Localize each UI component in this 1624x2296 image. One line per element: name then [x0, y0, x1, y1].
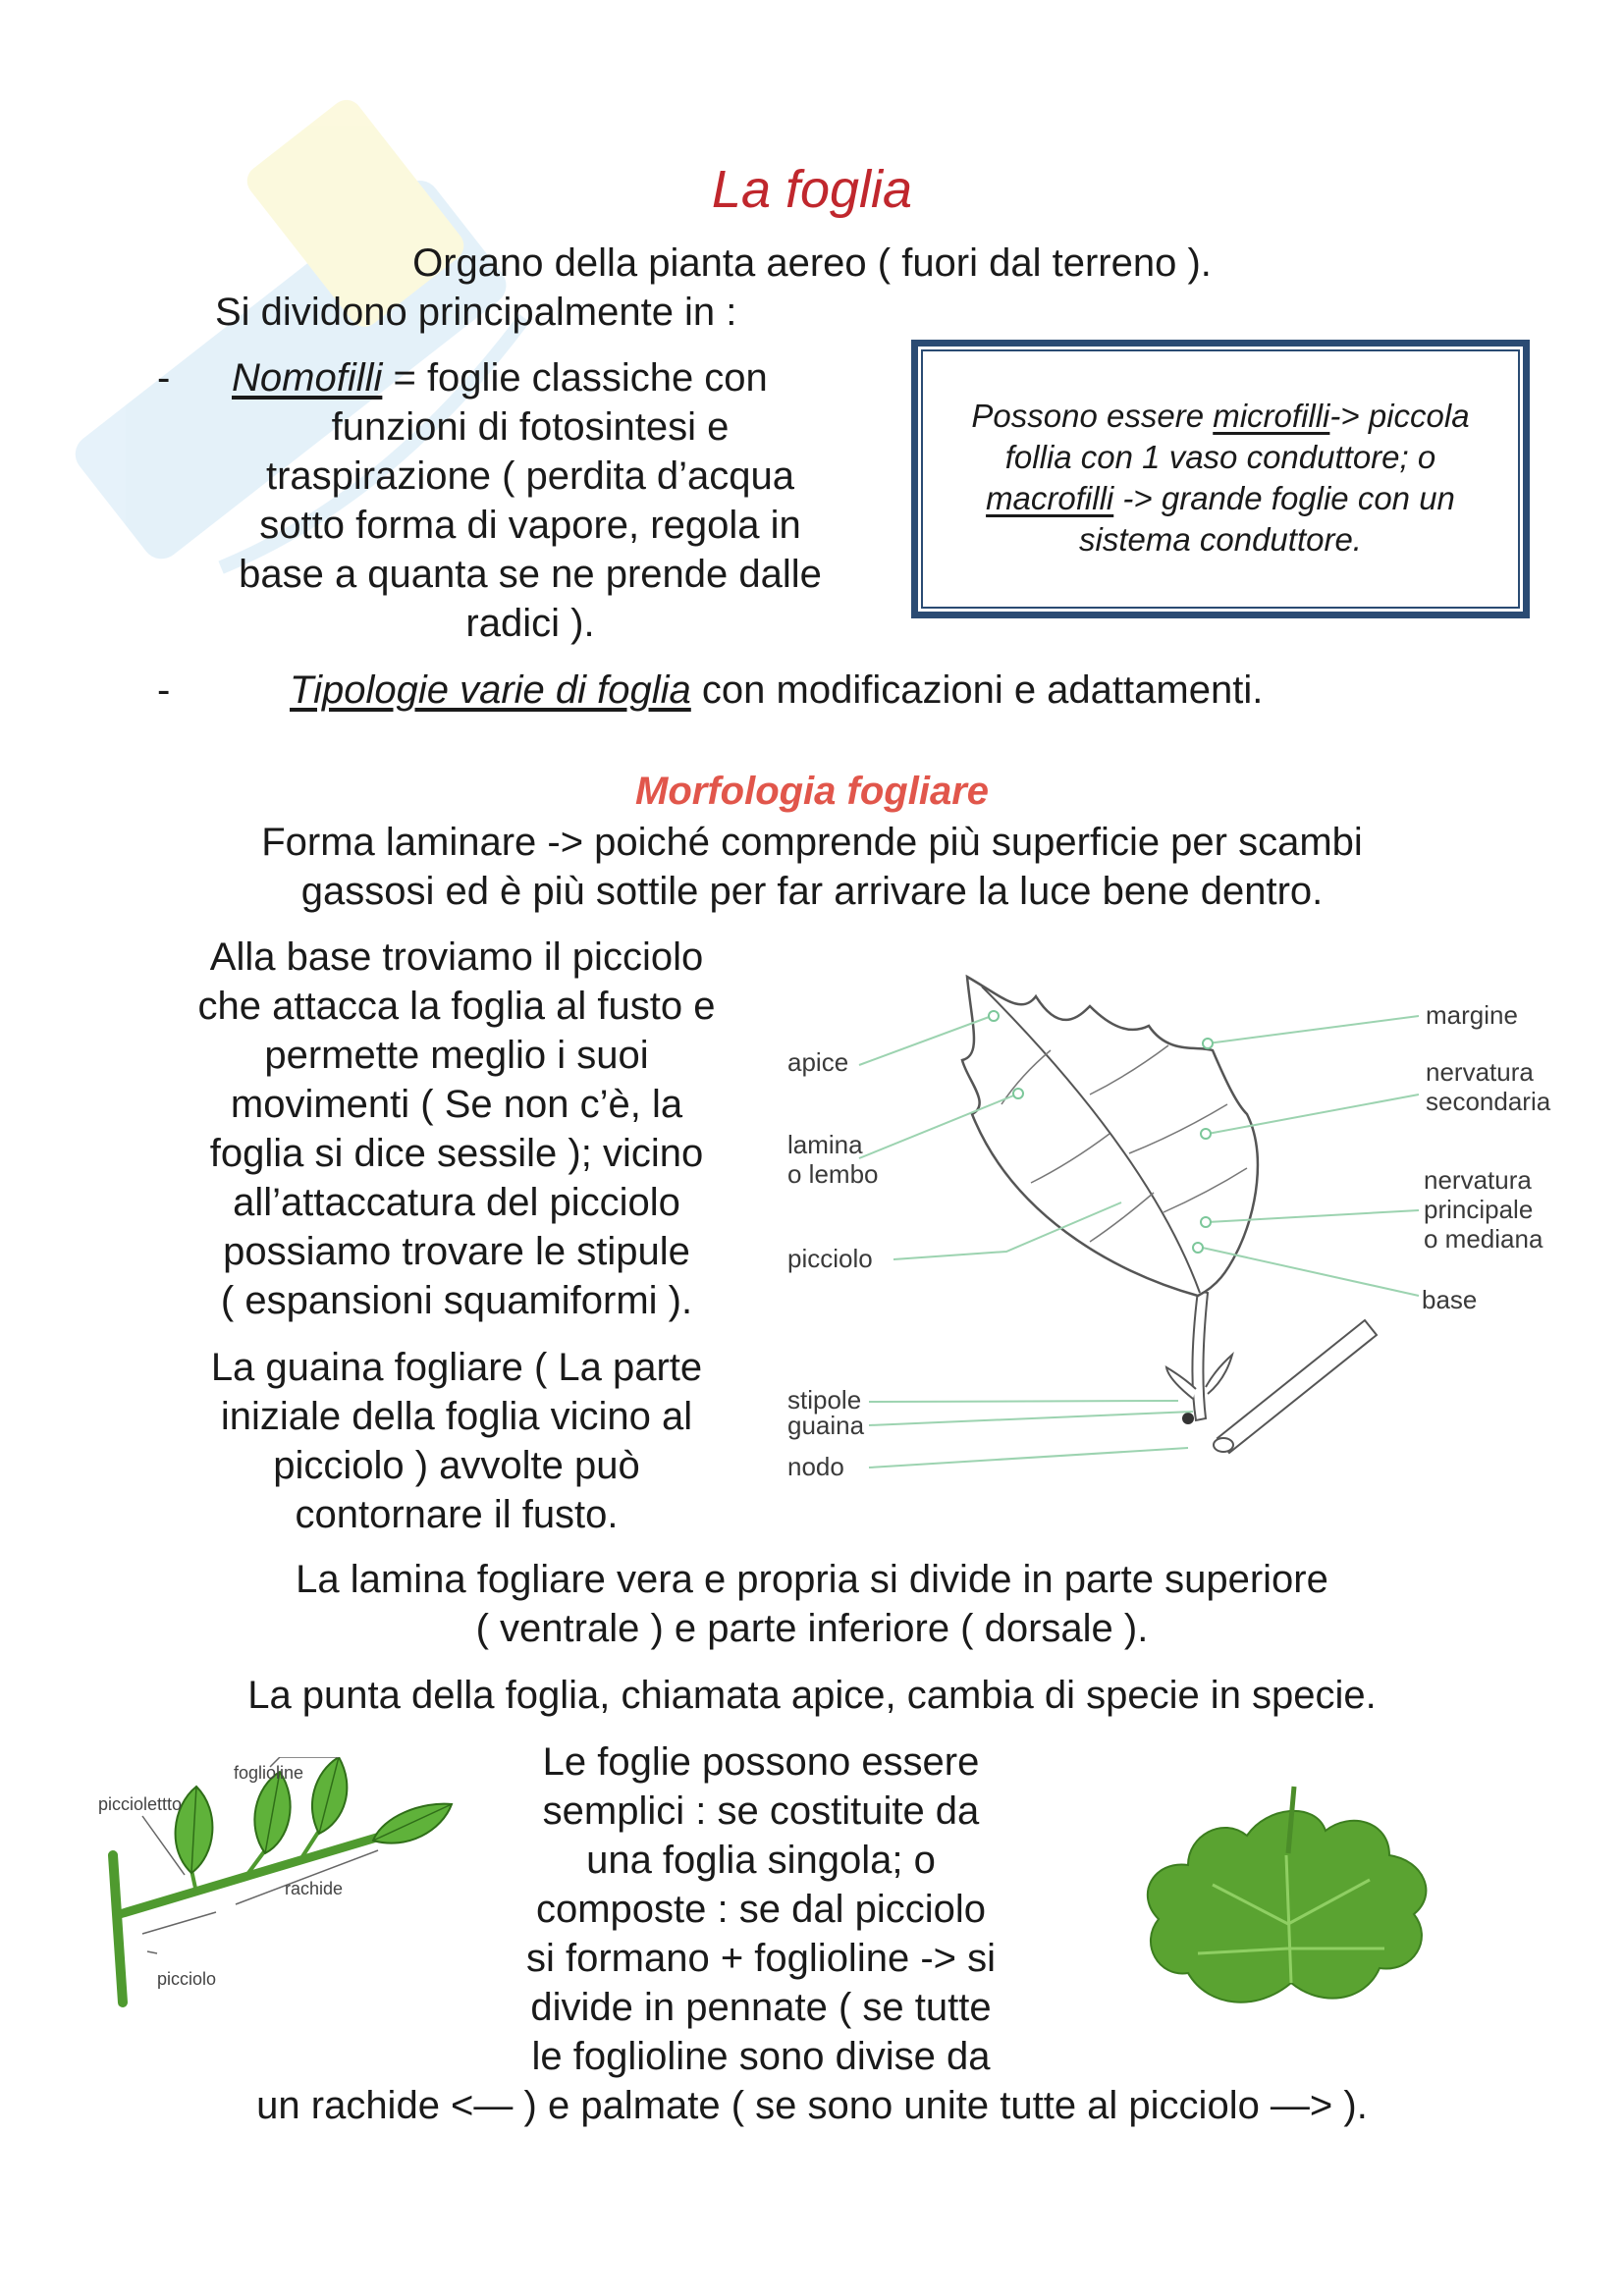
box-line-3: macrofilli -> grande foglie con un — [986, 480, 1455, 516]
box-line-2: follia con 1 vaso conduttore; o — [1004, 439, 1436, 475]
label-nodo: nodo — [787, 1452, 844, 1481]
box-line-4: sistema conduttore. — [1079, 521, 1362, 558]
tipologie-term: Tipologie varie di foglia — [290, 668, 691, 712]
lamina-line-1: La lamina fogliare vera e propria si divide in parte superiore — [296, 1558, 1328, 1601]
label-guaina: guaina — [787, 1411, 865, 1440]
apice-line: La punta della foglia, chiamata apice, cambia di specie in specie. — [247, 1674, 1377, 1717]
box-text — [918, 396, 1523, 561]
morfologia-line-1: Forma laminare -> poiché comprende più superficie per scambi — [261, 821, 1363, 864]
label-rachide: rachide — [285, 1879, 344, 1898]
box-line-1: Possono essere microfilli-> piccola — [971, 398, 1470, 434]
label-lamina-1: lamina — [787, 1130, 863, 1159]
composte-paragraph: Le foglie possono essere semplici : se costituite da una foglia singola; o composte : se dal picciolo si formano + foglioline -> si divide in pennate ( se tutte le foglioline sono divise da — [525, 1740, 996, 2078]
nomofilli-term: Nomofilli — [232, 356, 383, 400]
label-picciolo: picciolo — [787, 1244, 873, 1273]
nomofilli-line-1 — [232, 353, 768, 402]
nomofilli-line-5: base a quanta se ne prende dalle — [239, 553, 822, 596]
section-title: Morfologia fogliare — [635, 770, 989, 813]
compound-leaf-diagram — [98, 1757, 471, 2012]
label-foglioline: foglioline — [234, 1763, 304, 1783]
last-line: un rachide <— ) e palmate ( se sono unite tutte al picciolo —> ). — [256, 2084, 1368, 2127]
label-picciolo-compound: picciolo — [157, 1969, 217, 1989]
bullet-mark-2: - — [157, 668, 171, 712]
bullet-mark-1: - — [157, 356, 171, 400]
label-margine: margine — [1426, 1000, 1518, 1030]
label-nervatura-sec-2: secondaria — [1426, 1087, 1551, 1116]
label-nervatura-pri-3: o mediana — [1424, 1224, 1543, 1254]
label-stipole: stipole — [787, 1385, 862, 1415]
morfologia-line-2: gassosi ed è più sottile per far arrivare la luce bene dentro. — [300, 870, 1324, 913]
guaina-paragraph: La guaina fogliare ( La parte iniziale della foglia vicino al picciolo ) avvolte può contornare il fusto. — [210, 1346, 703, 1536]
page-title: La foglia — [711, 160, 913, 219]
picciolo-paragraph: Alla base troviamo il picciolo che attacca la foglia al fusto e permette meglio i suoi movimenti ( Se non c’è, la foglia si dice sessile ); vicino all’attaccatura del picciolo possiamo trovare le stipule ( espansioni squamiformi ). — [197, 935, 716, 1322]
label-lamina-2: o lembo — [787, 1159, 879, 1189]
nomofilli-line-4: sotto forma di vapore, regola in — [259, 504, 801, 547]
tipologie-line — [290, 666, 1263, 715]
nomofilli-def: = foglie classiche con — [382, 356, 768, 400]
label-base: base — [1422, 1285, 1478, 1314]
lamina-line-2: ( ventrale ) e parte inferiore ( dorsale ). — [475, 1607, 1149, 1650]
nomofilli-line-2: funzioni di fotosintesi e — [331, 405, 730, 449]
label-nervatura-pri-2: principale — [1424, 1195, 1534, 1224]
label-apice: apice — [787, 1047, 849, 1077]
leaf-diagram — [776, 957, 1600, 1517]
leaf-blade — [962, 977, 1258, 1296]
info-box — [911, 340, 1530, 618]
intro-line-2: Si dividono principalmente in : — [215, 291, 737, 334]
label-picciolettto: picciolettto — [98, 1794, 183, 1814]
fig-leaf-image — [1119, 1767, 1473, 2022]
tipologie-rest: con modificazioni e adattamenti. — [690, 668, 1264, 712]
intro-line-1: Organo della pianta aereo ( fuori dal terreno ). — [412, 241, 1212, 285]
nomofilli-line-3: traspirazione ( perdita d’acqua — [265, 454, 795, 498]
label-nervatura-sec-1: nervatura — [1426, 1057, 1534, 1087]
nomofilli-line-6: radici ). — [465, 602, 595, 645]
label-nervatura-pri-1: nervatura — [1424, 1165, 1532, 1195]
